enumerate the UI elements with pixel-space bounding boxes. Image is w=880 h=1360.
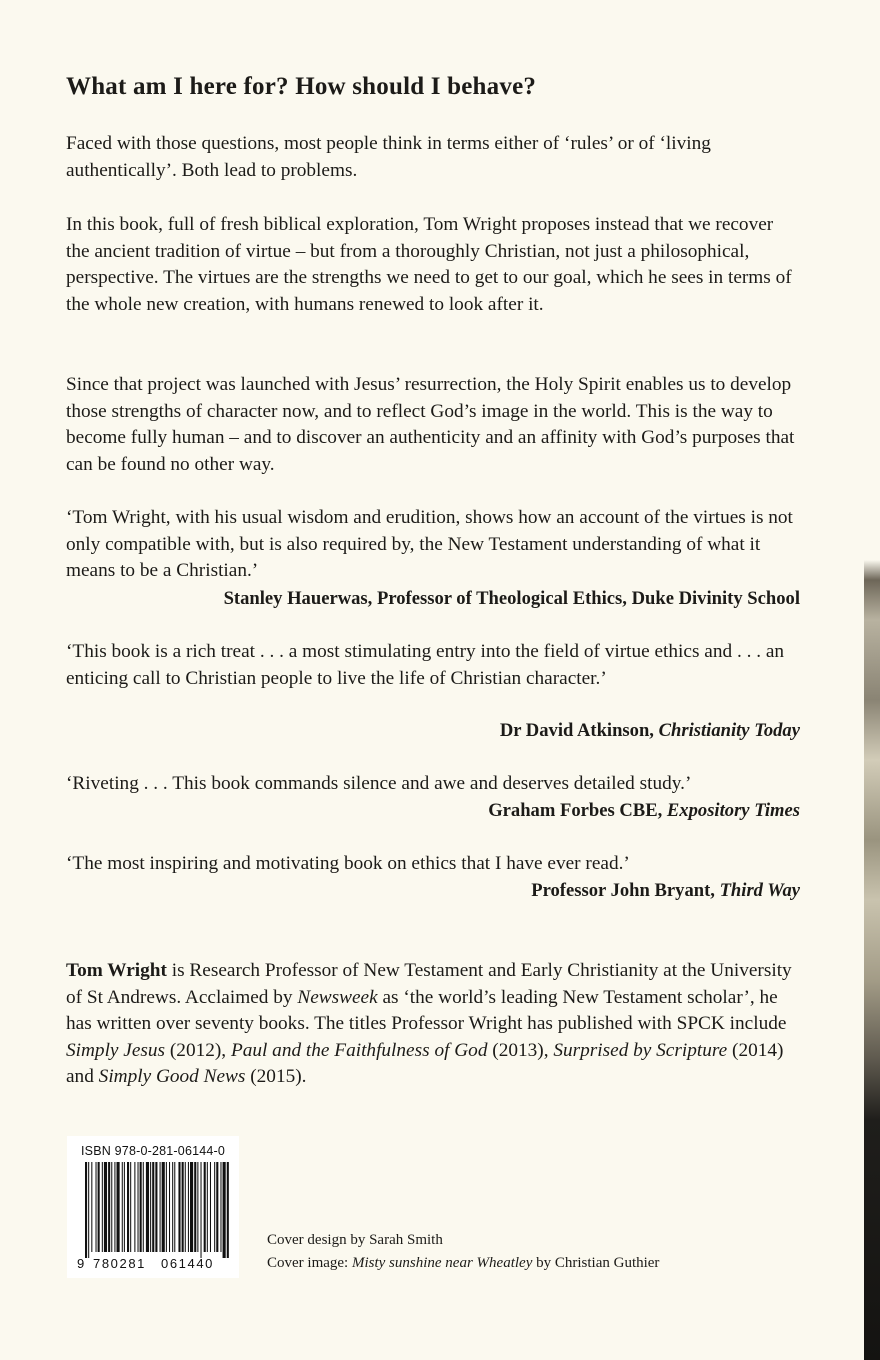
book-title: Paul and the Faithfulness of God <box>230 1039 488 1061</box>
barcode-bar <box>140 1162 142 1252</box>
barcode-bar <box>174 1162 175 1252</box>
spirit-paragraph: Since that project was launched with Jesus’ resurrection, the Holy Spirit enables us to develop those strengths of character now, and to reflect God’s image in the world. This is the way to become fully human – and to discover an authenticity and an affinity with God’s purposes that can be found no other way. <box>66 374 795 475</box>
barcode-bar <box>85 1162 87 1258</box>
quote-attribution <box>488 800 800 822</box>
barcode-bar <box>210 1162 211 1252</box>
quote-text: ‘This book is a rich treat . . . a most stimulating entry into the field of virtue ethics and . . . an enticing call to Christian people to live the life of Christian character.’ <box>66 641 785 689</box>
barcode-bar <box>98 1162 100 1252</box>
book-title: Surprised by Scripture <box>553 1039 728 1061</box>
isbn-barcode <box>67 1136 239 1278</box>
barcode-bar <box>162 1162 165 1252</box>
quote-source: Expository Times <box>666 800 800 821</box>
barcode-bar <box>188 1162 189 1252</box>
barcode-bar <box>108 1162 110 1252</box>
barcode-bar <box>104 1162 107 1252</box>
author-bio: Tom Wright is Research Professor of New Testament and Early Christianity at the University of St Andrews. Acclaimed by Newsweek as ‘the world’s leading New Testament scholar’, he has written over seventy books. The titles Professor Wright has published with SPCK include Simply Jesus (2012), Paul and the Faithfulness of God (2013), Surprised by Scripture (2014) and Simply Good News (2015). <box>66 960 792 1087</box>
barcode-bar <box>223 1162 226 1258</box>
barcode-bar <box>146 1162 149 1252</box>
barcode-bar <box>220 1162 221 1252</box>
barcode-bar <box>91 1162 92 1252</box>
barcode-bar <box>152 1162 154 1252</box>
barcode-bar <box>130 1162 131 1252</box>
barcode-bar <box>134 1162 135 1252</box>
barcode-bar <box>194 1162 196 1252</box>
barcode-bar <box>138 1162 139 1252</box>
quote-text: ‘The most inspiring and motivating book on ethics that I have ever read.’ <box>66 853 630 874</box>
quote-attribution <box>531 880 800 902</box>
cover-image-credit: Cover image: Misty sunshine near Wheatley by Christian Guthier <box>267 1255 660 1271</box>
barcode-bar <box>185 1162 186 1252</box>
barcode-bar <box>143 1162 144 1252</box>
barcode-bar <box>127 1162 129 1252</box>
barcode-bar <box>178 1162 180 1252</box>
author-name: Tom Wright <box>66 960 167 981</box>
front-cover-edge <box>864 0 880 1360</box>
cover-credits <box>267 1229 659 1275</box>
barcode-bar <box>201 1162 202 1258</box>
barcode-lead-digit: 9 <box>77 1256 85 1271</box>
barcode-bar <box>207 1162 208 1252</box>
image-title: Misty sunshine near Wheatley <box>351 1255 533 1271</box>
barcode-bar <box>114 1162 115 1252</box>
barcode-right-digits: 061440 <box>161 1256 214 1271</box>
barcode-bar <box>117 1162 120 1252</box>
barcode-bar <box>96 1162 97 1252</box>
quote-author: Dr David Atkinson, <box>499 720 659 741</box>
barcode-bar <box>197 1162 198 1252</box>
barcode-bar <box>204 1162 206 1252</box>
barcode-bar <box>160 1162 161 1252</box>
barcode-bar <box>190 1162 193 1252</box>
barcode-bar <box>216 1162 218 1252</box>
quote-source: Christianity Today <box>658 720 800 741</box>
barcode-bar <box>124 1162 125 1252</box>
barcode-bar <box>182 1162 184 1252</box>
barcode-bar <box>169 1162 170 1252</box>
book-title: Simply Good News <box>98 1066 246 1087</box>
publication-title: Newsweek <box>297 986 378 1008</box>
quote-author: Graham Forbes CBE, <box>488 800 667 821</box>
barcode-bar <box>155 1162 157 1252</box>
cover-design-credit: Cover design by Sarah Smith <box>267 1232 443 1248</box>
quote-attribution <box>500 720 800 742</box>
quote-attribution <box>224 588 800 610</box>
quote-author: Professor John Bryant, <box>531 880 720 901</box>
barcode-bar <box>111 1162 112 1252</box>
barcode-icon <box>73 1162 233 1272</box>
page-title: What am I here for? How should I behave? <box>66 73 537 100</box>
barcode-bar <box>102 1162 103 1252</box>
barcode-bar <box>172 1162 173 1252</box>
barcode-left-digits: 780281 <box>93 1256 146 1271</box>
barcode-bar <box>227 1162 229 1258</box>
barcode-bar <box>166 1162 167 1252</box>
summary-paragraph: In this book, full of fresh biblical exploration, Tom Wright proposes instead that we recover the ancient tradition of virtue – but from a thoroughly Christian, not just a philosophical, perspective. The virtues are the strengths we need to get to our goal, which he sees in terms of the whole new creation, with humans renewed to look after it. <box>66 214 792 315</box>
quote-text: ‘Riveting . . . This book commands silence and awe and deserves detailed study.’ <box>66 773 692 794</box>
barcode-bar <box>122 1162 123 1252</box>
barcode-bar <box>214 1162 215 1252</box>
quote-author: Stanley Hauerwas, Professor of Theological Ethics, Duke Divinity School <box>223 588 800 609</box>
isbn-label: ISBN 978-0-281-06144-0 <box>81 1144 226 1158</box>
intro-paragraph: Faced with those questions, most people think in terms either of ‘rules’ or of ‘living authentically’. Both lead to problems. <box>66 133 711 181</box>
quote-source: Third Way <box>719 880 800 901</box>
barcode-bar <box>88 1162 89 1258</box>
book-title: Simply Jesus <box>66 1039 166 1061</box>
barcode-bar <box>150 1162 151 1252</box>
quote-text: ‘Tom Wright, with his usual wisdom and erudition, shows how an account of the virtues is not only compatible with, but is also required by, the New Testament understanding of what it means to be a Christian.’ <box>66 507 793 581</box>
